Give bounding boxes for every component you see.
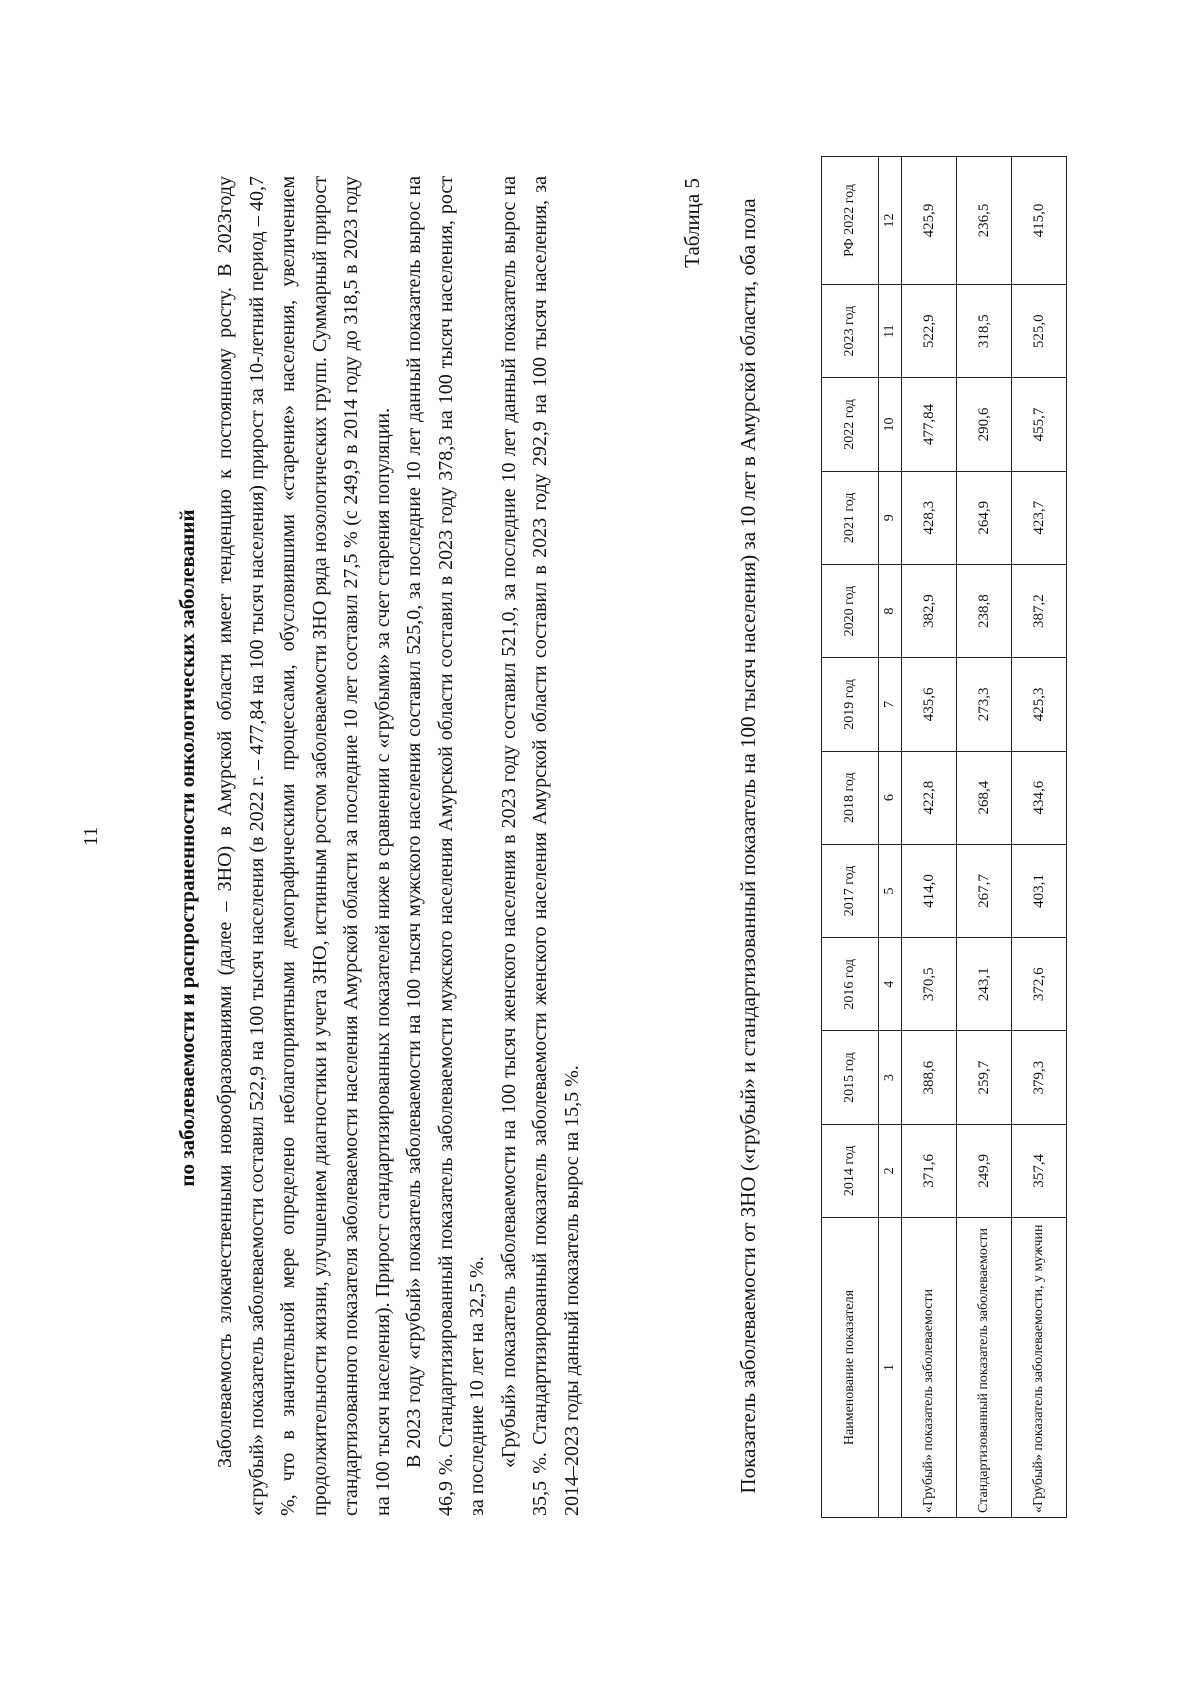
table-cell: 318,5 (957, 285, 1012, 378)
table-cell: 370,5 (902, 938, 957, 1031)
table-header-cell: 2020 год (822, 564, 879, 657)
column-number: 5 (879, 844, 902, 937)
column-number: 3 (879, 1031, 902, 1124)
table-cell: 382,9 (902, 564, 957, 657)
table-cell: 435,6 (902, 658, 957, 751)
table-cell: 428,3 (902, 471, 957, 564)
table-cell: 477,84 (902, 378, 957, 471)
paragraph-1: Заболеваемость злокачественными новообразованиями (далее – ЗНО) в Амурской области имеет тенденцию к постоянному росту. В 2023году «грубый» показатель заболеваемости составил 522,9 на 100 тысяч населения (в 2022 г. – 477,84 на 100 тысяч населения) прирост за 10-летний период – 40,7 %, что в значительной мере определено неблагоприятными демографическими процессами, обусловившими «старение» населения, увеличением продолжительности жизни, улучшением диагностики и учета ЗНО, истинным ростом заболеваемости ЗНО ряда нозологических групп. Суммарный прирост стандартизованного показателя заболеваемости населения Амурской области за последние 10 лет составил 27,5 % (с 249,9 в 2014 году до 318,5 в 2023 году на 100 тысяч населения). Прирост стандартизированных показателей ниже в сравнении с «грубыми» за счет старения популяции. (214, 176, 394, 1516)
table-header-cell: 2017 год (822, 844, 879, 937)
table-header-cell: 2018 год (822, 751, 879, 844)
table-cell: 372,6 (1012, 938, 1067, 1031)
section-heading: по заболеваемости и распространенности онкологических заболеваний (175, 509, 199, 1187)
table-cell: 525,0 (1012, 285, 1067, 378)
table-cell: 415,0 (1012, 157, 1067, 285)
page-number: 11 (80, 826, 102, 846)
column-number: 2 (879, 1124, 902, 1217)
table-cell: 259,7 (957, 1031, 1012, 1124)
column-number: 12 (879, 157, 902, 285)
table-cell: 357,4 (1012, 1124, 1067, 1217)
table-cell: 425,3 (1012, 658, 1067, 751)
paragraph-2: В 2023 году «грубый» показатель заболеваемости на 100 тысяч мужского населения составил 525,0, за последние 10 лет данный показатель вырос на 46,9 %. Стандартизированный показатель заболеваемости мужского населения Амурской области составил в 2023 году 378,3 на 100 тысяч населения, рост за последние 10 лет на 32,5 %. (403, 176, 488, 1516)
table-header-cell: 2019 год (822, 658, 879, 751)
column-number: 8 (879, 564, 902, 657)
table-header-cell: РФ 2022 год (822, 157, 879, 285)
table-cell: 414,0 (902, 844, 957, 937)
table-row (902, 157, 957, 1518)
table-header-cell: 2016 год (822, 938, 879, 1031)
incidence-table (821, 156, 1067, 1518)
row-label: «Грубый» показатель заболеваемости, у мужчин (1012, 1218, 1067, 1518)
paragraph-3: «Грубый» показатель заболеваемости на 100 тысяч женского населения в 2023 году составил 521,0, за последние 10 лет данный показатель вырос на 35,5 %. Стандартизированный показатель заболеваемости женского населения Амурской области составил в 2023 году 292,9 на 100 тысяч населения, за 2014–2023 годы данный показатель вырос на 15,5 %. (497, 176, 583, 1516)
table-cell: 522,9 (902, 285, 957, 378)
table-header-cell: 2015 год (822, 1031, 879, 1124)
table-cell: 434,6 (1012, 751, 1067, 844)
table-row (957, 157, 1012, 1518)
table-header-cell: Наименование показателя (822, 1218, 879, 1518)
column-number: 10 (879, 378, 902, 471)
body-paragraphs (210, 176, 588, 1516)
table-row (1012, 157, 1067, 1518)
table-header-row (822, 157, 879, 1518)
table-cell: 249,9 (957, 1124, 1012, 1217)
table-header-cell: 2022 год (822, 378, 879, 471)
table-cell: 423,7 (1012, 471, 1067, 564)
table-cell: 236,5 (957, 157, 1012, 285)
table-cell: 273,3 (957, 658, 1012, 751)
column-number: 1 (879, 1218, 902, 1518)
table-cell: 290,6 (957, 378, 1012, 471)
table-cell: 387,2 (1012, 564, 1067, 657)
table-header-cell: 2023 год (822, 285, 879, 378)
table-cell: 267,7 (957, 844, 1012, 937)
column-number: 9 (879, 471, 902, 564)
column-number: 11 (879, 285, 902, 378)
table-cell: 379,3 (1012, 1031, 1067, 1124)
table-cell: 243,1 (957, 938, 1012, 1031)
table-label: Таблица 5 (680, 178, 704, 268)
table-header-cell: 2021 год (822, 471, 879, 564)
table-cell: 403,1 (1012, 844, 1067, 937)
table-cell: 425,9 (902, 157, 957, 285)
table-column-number-row (879, 157, 902, 1518)
column-number: 7 (879, 658, 902, 751)
column-number: 6 (879, 751, 902, 844)
table-cell: 238,8 (957, 564, 1012, 657)
row-label: Стандартизованный показатель заболеваемости (957, 1218, 1012, 1518)
column-number: 4 (879, 938, 902, 1031)
table-header-cell: 2014 год (822, 1124, 879, 1217)
row-label: «Грубый» показатель заболеваемости (902, 1218, 957, 1518)
table-cell: 268,4 (957, 751, 1012, 844)
table-cell: 371,6 (902, 1124, 957, 1217)
table-cell: 388,6 (902, 1031, 957, 1124)
table-cell: 455,7 (1012, 378, 1067, 471)
table-cell: 264,9 (957, 471, 1012, 564)
table-cell: 422,8 (902, 751, 957, 844)
table-caption: Показатель заболеваемости от ЗНО («грубый» и стандартизованный показатель на 100 тысяч населения) за 10 лет в Амурской области, оба пола (736, 198, 760, 1494)
